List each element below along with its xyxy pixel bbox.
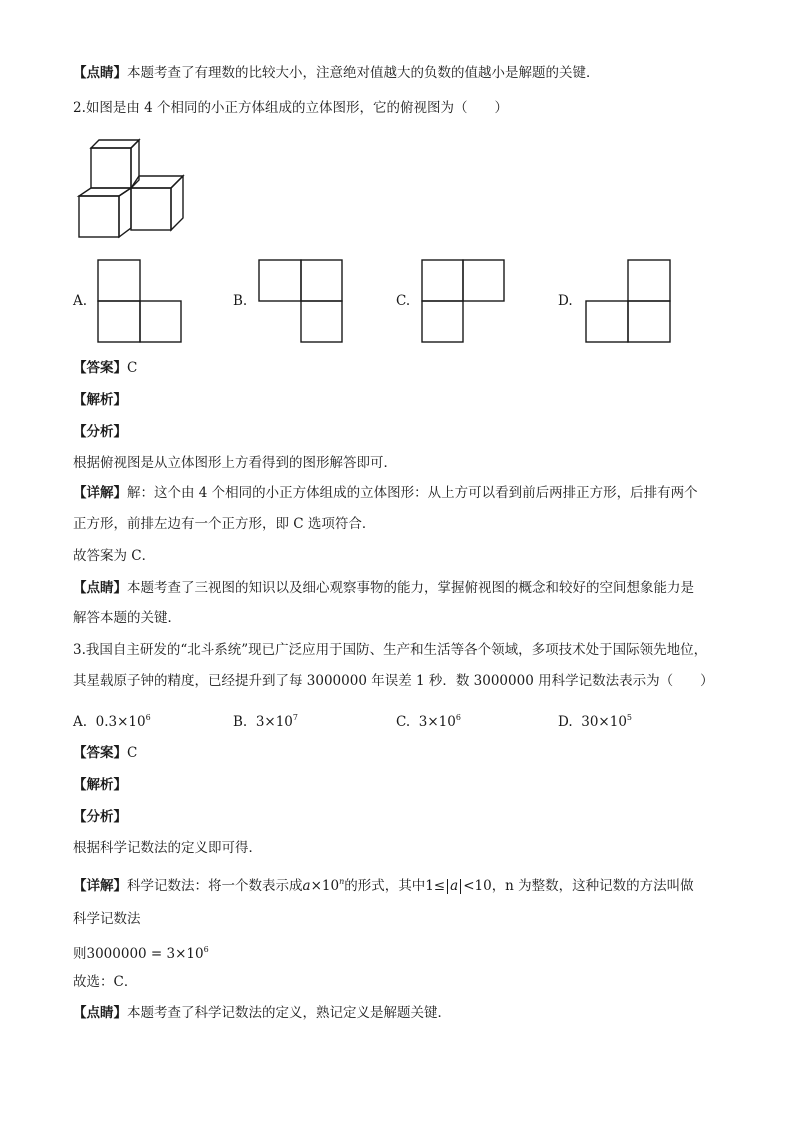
q3-option-b [233, 709, 298, 731]
q3-answer-value: C [127, 745, 138, 761]
q2-option-a-label: A. [73, 293, 88, 309]
q2-answer [73, 359, 137, 377]
q2-stem: 2.如图是由 4 个相同的小正方体组成的立体图形，它的俯视图为（ ） [73, 100, 509, 116]
q2-detail-line-1 [73, 484, 698, 502]
front-cube-top-face [79, 188, 131, 196]
q3-option-d-base: 30×10 [581, 714, 627, 730]
q3-option-d-label: D. [558, 714, 573, 730]
q3-ineq-abs: a [447, 879, 461, 894]
q2-detail-line-2: 正方形，前排左边有一个正方形，即 C 选项符合． [73, 516, 376, 532]
q3-calc-exp: 6 [203, 945, 209, 954]
q2-fenxi-tag: 【分析】 [73, 424, 127, 440]
q2-point-line-2: 解答本题的关键． [73, 610, 181, 626]
q3-option-a-base: 0.3×10 [95, 714, 146, 730]
q2-fenxi-text: 根据俯视图是从立体图形上方看得到的图形解答即可． [73, 455, 397, 471]
q2-conclusion: 故答案为 C． [73, 548, 156, 564]
note-tag: 【点睛】 [73, 65, 127, 81]
q3-stem-line-1: 3.我国自主研发的“北斗系统”现已广泛应用于国防、生产和生活等各个领域，多项技术处于国际领先地位， [73, 642, 708, 658]
q2-point-line-1 [73, 579, 694, 597]
q2-option-b-label: B. [233, 293, 248, 309]
q3-ineq-left: 1≤ [425, 878, 446, 894]
q3-option-c-base: 3×10 [418, 714, 456, 730]
q2-detail-text-1: 解：这个由 4 个相同的小正方体组成的立体图形：从上方可以看到前后两排正方形，后排有两个 [127, 485, 698, 501]
q3-stem-line-2: 其星载原子钟的精度，已经提升到了每 3000000 年误差 1 秒．数 3000000 用科学记数法表示为（ ） [73, 673, 714, 689]
q3-point-text: 本题考查了科学记数法的定义，熟记定义是解题关键． [127, 1005, 451, 1021]
q3-option-c [396, 709, 461, 731]
q3-option-a-exp: 6 [145, 713, 151, 722]
q2-analysis-tag: 【解析】 [73, 392, 127, 408]
q3-option-d-exp: 5 [626, 713, 632, 722]
q3-answer-tag: 【答案】 [73, 745, 127, 761]
q3-option-a-label: A. [73, 714, 88, 730]
q2-point-tag: 【点睛】 [73, 580, 127, 596]
front-cube-front-face [79, 196, 119, 237]
note-text: 本题考查了有理数的比较大小，注意绝对值越大的负数的值越小是解题的关键． [127, 65, 600, 81]
q2-option-b-figure [259, 260, 343, 344]
q2-option-d-figure [586, 260, 672, 344]
right-cube-front-face [131, 188, 171, 230]
q2-point-text-1: 本题考查了三视图的知识以及细心观察事物的能力，掌握俯视图的概念和较好的空间想象能力是 [127, 580, 694, 596]
q2-option-c-figure [422, 260, 506, 344]
q3-point-tag: 【点睛】 [73, 1005, 127, 1021]
q2-solid-figure [75, 140, 190, 245]
right-cube-side-face [171, 176, 183, 230]
q3-detail-exp-n: n [339, 877, 345, 886]
q3-option-c-label: C. [396, 714, 411, 730]
q3-option-b-label: B. [233, 714, 248, 730]
q3-option-d [558, 709, 632, 731]
q3-calc-prefix: 则 [73, 946, 87, 962]
q3-calc-line [73, 941, 209, 963]
q3-detail-c: ，n 为整数，这种记数的方法叫做 [491, 878, 694, 894]
q3-detail-line-1 [73, 873, 694, 895]
q3-detail-times: ×10 [310, 878, 340, 894]
q3-fenxi-text: 根据科学记数法的定义即可得． [73, 840, 262, 856]
q3-option-b-exp: 7 [292, 713, 298, 722]
q3-detail-var-a: a [302, 878, 311, 894]
q3-calc: 3000000 = 3×10 [86, 946, 204, 962]
q3-detail-b: 的形式，其中 [344, 878, 426, 894]
q2-answer-tag: 【答案】 [73, 360, 127, 376]
q3-ineq-right: <10 [463, 878, 492, 894]
q2-answer-value: C [127, 360, 138, 376]
q3-analysis-tag: 【解析】 [73, 777, 127, 793]
q3-detail-a: 科学记数法：将一个数表示成 [127, 878, 303, 894]
top-cube-front-face [91, 148, 131, 188]
q3-fenxi-tag: 【分析】 [73, 809, 127, 825]
q2-option-c-label: C. [396, 293, 411, 309]
note-line [73, 64, 600, 82]
q3-point-line [73, 1004, 451, 1022]
q2-option-d-label: D. [558, 293, 573, 309]
q3-detail-tag: 【详解】 [73, 878, 127, 894]
front-cube-side-face [119, 188, 131, 237]
q3-option-c-exp: 6 [455, 713, 461, 722]
q3-option-a [73, 709, 151, 731]
q2-detail-tag: 【详解】 [73, 485, 127, 501]
q3-option-b-base: 3×10 [255, 714, 293, 730]
q2-option-a-figure [98, 260, 182, 344]
q3-answer [73, 744, 137, 762]
q3-conclusion: 故选：C． [73, 974, 138, 990]
q3-detail-line-2: 科学记数法 [73, 911, 141, 927]
